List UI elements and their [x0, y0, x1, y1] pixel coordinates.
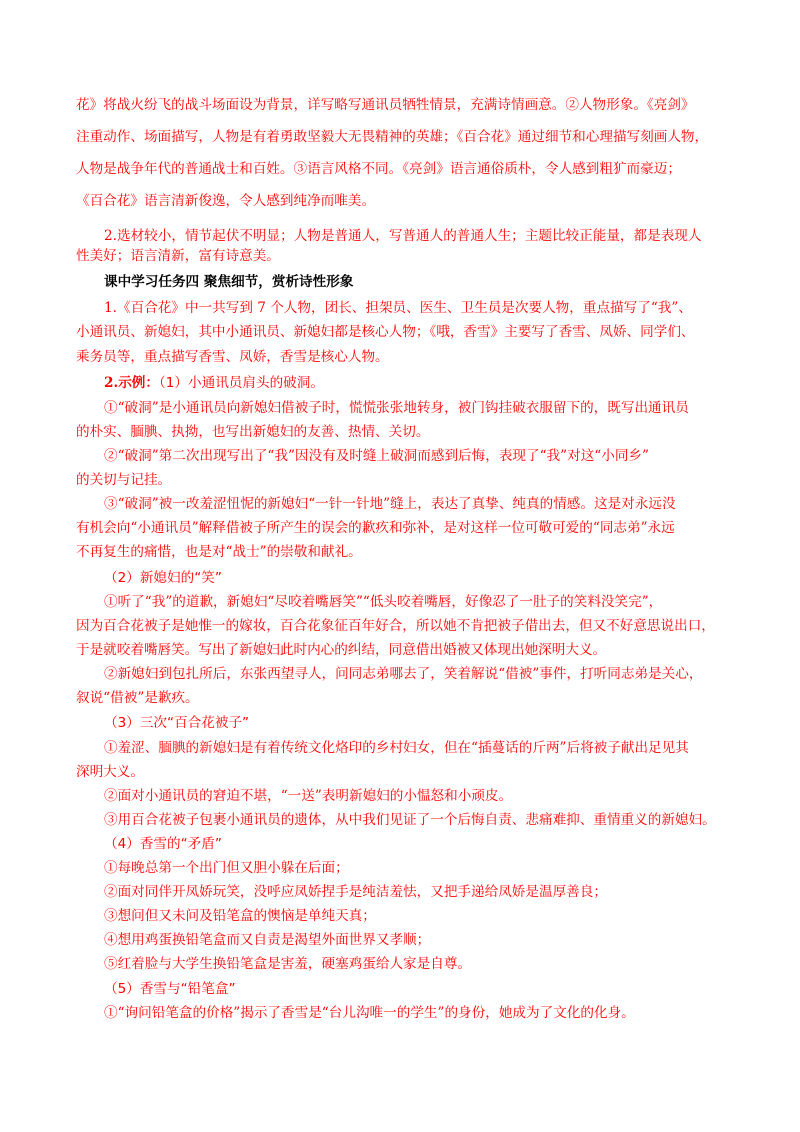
- text-line: ①“询问铅笔盒的价格”揭示了香雪是“台儿沟唯一的学生”的身份，她成为了文化的化身。: [104, 1005, 635, 1021]
- text-line: ⑤红着脸与大学生换铅笔盒是害羞，硬塞鸡蛋给人家是自尊。: [104, 956, 472, 972]
- text-line: 深明大义。: [76, 764, 144, 780]
- example-line: [104, 373, 324, 393]
- text-line: ③想问但又未问及铅笔盒的懊恼是单纯天真；: [104, 908, 376, 924]
- text-line: ①每晚总第一个出门但又胆小躲在后面；: [104, 860, 349, 876]
- text-line: 花》将战火纷飞的战斗场面设为背景，详写略写通讯员牺牲情景，充满诗情画意。②人物形象。《亮剑》: [76, 97, 695, 113]
- text-line: 乘务员等，重点描写香雪、凤娇，香雪是核心人物。: [76, 349, 389, 365]
- text-line: ①“破洞”是小通讯员向新媳妇借被子时，慌慌张张地转身，被门钩挂破衣服留下的，既写出通讯员: [104, 400, 689, 416]
- text-line: ②面对同伴开凤娇玩笑，没呼应凤娇捏手是纯洁羞怯，又把手递给凤娇是温厚善良；: [104, 884, 607, 900]
- text-line: 2.选材较小，情节起伏不明显；人物是普通人，写普通人的普通人生；主题比较正能量，都是表现人: [104, 228, 702, 244]
- subheading: （1）小通讯员肩头的破洞。: [158, 375, 324, 391]
- example-label: 2.示例：: [104, 375, 159, 391]
- task-heading: 课中学习任务四 聚焦细节，赏析诗性形象: [104, 274, 354, 290]
- text-line: 因为百合花被子是她惟一的嫁妆，百合花象征百年好合，所以她不肯把被子借出去，但又不好意思说出口，: [76, 618, 715, 634]
- text-line: 小通讯员、新媳妇，其中小通讯员、新媳妇都是核心人物；《哦，香雪》主要写了香雪、凤娇、同学们、: [76, 324, 695, 340]
- text-line: 《百合花》语言清新俊逸，令人感到纯净而唯美。: [76, 193, 376, 209]
- subheading: （4）香雪的“矛盾”: [104, 836, 222, 852]
- text-line: ②“破洞”第二次出现写出了“我”因没有及时缝上破洞而感到后悔，表现了“我”对这“小同乡”: [104, 448, 649, 464]
- text-line: 不再复生的痛惜，也是对“战士”的崇敬和献礼。: [76, 544, 362, 560]
- text-line: 性美好；语言清新，富有诗意美。: [76, 248, 280, 264]
- text-line: 1.《百合花》中一共写到 7 个人物，团长、担架员、医生、卫生员是次要人物，重点描写了“我”、: [104, 300, 692, 316]
- subheading: （2）新媳妇的“笑”: [104, 570, 222, 586]
- text-line: 的关切与记挂。: [76, 472, 172, 488]
- text-line: 有机会向“小通讯员”解释借被子所产生的误会的歉疚和弥补，是对这样一位可敬可爱的“同志弟”永远: [76, 520, 675, 536]
- text-line: ②新媳妇到包扎所后，东张西望寻人，问同志弟哪去了，笑着解说“借被”事件，打听同志弟是关心，: [104, 666, 703, 682]
- text-line: 的朴实、腼腆、执拗，也写出新媳妇的友善、热情、关切。: [76, 424, 430, 440]
- text-line: ①听了“我”的道歉，新媳妇“尽咬着嘴唇笑”“低头咬着嘴唇，好像忍了一肚子的笑料没笑完”，: [104, 594, 663, 610]
- text-line: 注重动作、场面描写，人物是有着勇敢坚毅大无畏精神的英雄；《百合花》通过细节和心理描写刻画人物，: [76, 129, 709, 145]
- subheading: （5）香雪与“铅笔盒”: [104, 981, 236, 997]
- text-line: ④想用鸡蛋换铅笔盒而又自责是渴望外面世界又孝顺；: [104, 932, 431, 948]
- text-line: 于是就咬着嘴唇笑。写出了新媳妇此时内心的纠结，同意借出婚被又体现出她深明大义。: [76, 642, 607, 658]
- text-line: 人物是战争年代的普通战士和百姓。③语言风格不同。《亮剑》语言通俗质朴，令人感到粗犷而豪迈；: [76, 161, 681, 177]
- text-line: ③用百合花被子包裹小通讯员的遗体，从中我们见证了一个后悔自责、悲痛难抑、重情重义的新媳妇。: [104, 812, 716, 828]
- text-line: ①羞涩、腼腆的新媳妇是有着传统文化烙印的乡村妇女，但在“插蔓话的斤两”后将被子献出足见其: [104, 740, 689, 756]
- subheading: （3）三次“百合花被子”: [104, 715, 250, 731]
- text-line: ③“破洞”被一改羞涩忸怩的新媳妇“一针一针地”缝上，表达了真挚、纯真的情感。这是对永远没: [104, 496, 676, 512]
- text-line: 叙说“借被”是歉疚。: [76, 690, 199, 706]
- text-line: ②面对小通讯员的窘迫不堪，“一送”表明新媳妇的小愠怒和小顽皮。: [104, 788, 513, 804]
